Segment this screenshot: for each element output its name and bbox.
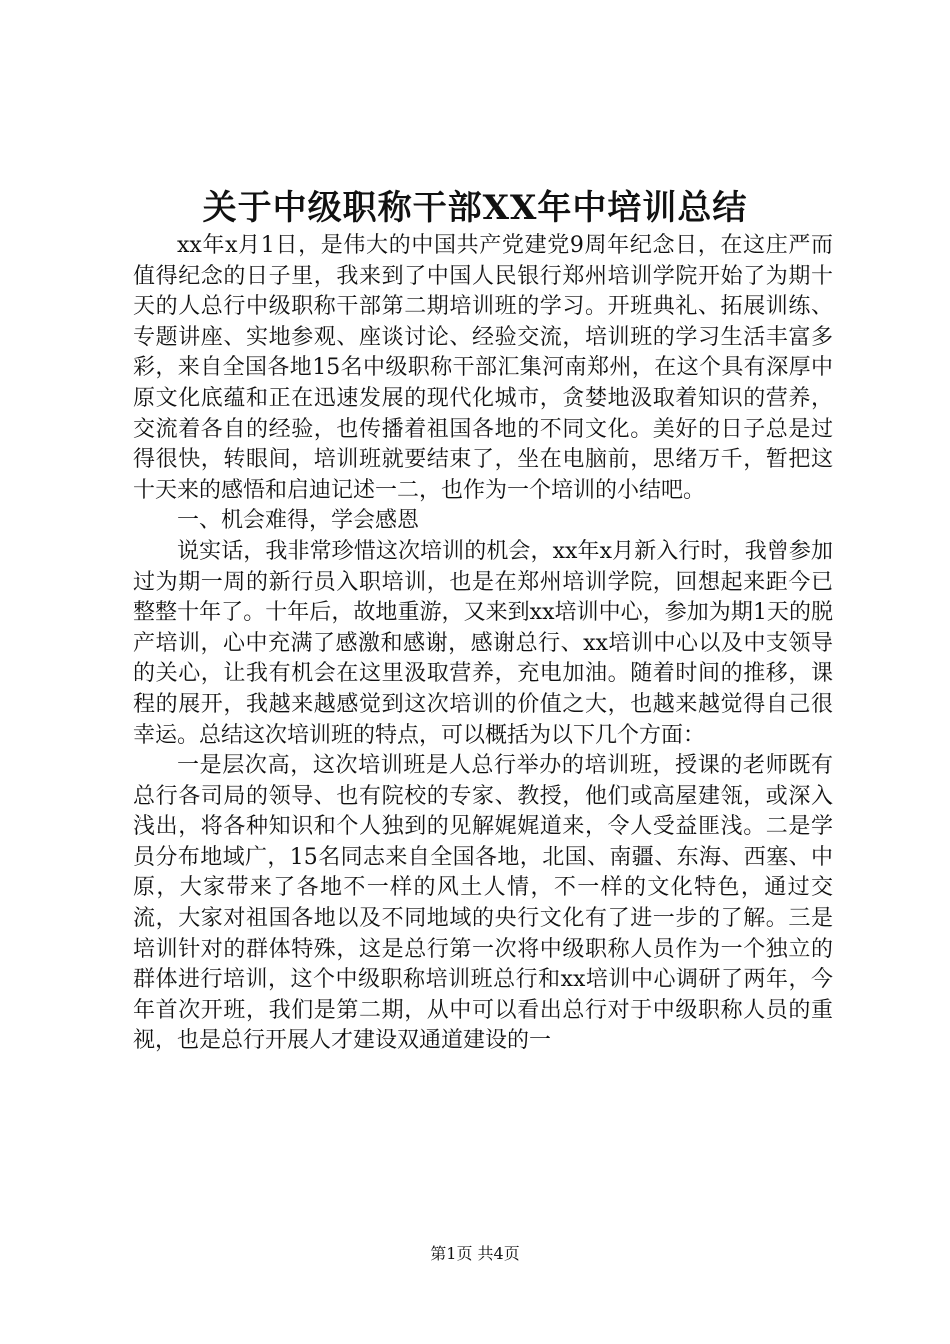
paragraph-features: 一是层次高，这次培训班是人总行举办的培训班，授课的老师既有总行各司局的领导、也有院校的专家、教授，他们或高屋建瓴，或深入浅出，将各种知识和个人独到的见解娓娓道来，令人受益匪浅。二是学员分布地域广，15名同志来自全国各地，北国、南疆、东海、西塞、中原，大家带来了各地不一样的风土人情，不一样的文化特色，通过交流，大家对祖国各地以及不同地域的央行文化有了进一步的了解。三是培训针对的群体特殊，这是总行第一次将中级职称人员作为一个独立的群体进行培训，这个中级职称培训班总行和xx培训中心调研了两年，今年首次开班，我们是第二期，从中可以看出总行对于中级职称人员的重视，也是总行开展人才建设双通道建设的一 — [133, 753, 833, 1054]
document-title: 关于中级职称干部XX年中培训总结 — [202, 188, 748, 228]
page-footer: 第1页 共4页 — [430, 1244, 520, 1263]
paragraph-intro: xx年x月1日，是伟大的中国共产党建党9周年纪念日，在这庄严而值得纪念的日子里，我来到了中国人民银行郑州培训学院开始了为期十天的人总行中级职称干部第二期培训班的学习。开班典礼、拓展训练、专题讲座、实地参观、座谈讨论、经验交流，培训班的学习生活丰富多彩，来自全国各地15名中级职称干部汇集河南郑州，在这个具有深厚中原文化底蕴和正在迅速发展的现代化城市，贪婪地汲取着知识的营养，交流着各自的经验，也传播着祖国各地的不同文化。美好的日子总是过得很快，转眼间，培训班就要结束了，坐在电脑前，思绪万千，暂把这十天来的感悟和启迪记述一二，也作为一个培训的小结吧。 — [133, 233, 833, 503]
section-heading: 一、机会难得，学会感恩 — [177, 508, 420, 534]
paragraph-opportunity: 说实话，我非常珍惜这次培训的机会，xx年x月新入行时，我曾参加过为期一周的新行员入职培训，也是在郑州培训学院，回想起来距今已整整十年了。十年后，故地重游，又来到xx培训中心，参加为期1天的脱产培训，心中充满了感激和感谢，感谢总行、xx培训中心以及中支领导的关心，让我有机会在这里汲取营养，充电加油。随着时间的推移，课程的展开，我越来越感觉到这次培训的价值之大，也越来越觉得自己很幸运。总结这次培训班的特点，可以概括为以下几个方面： — [133, 538, 833, 748]
document-body — [133, 231, 833, 1057]
